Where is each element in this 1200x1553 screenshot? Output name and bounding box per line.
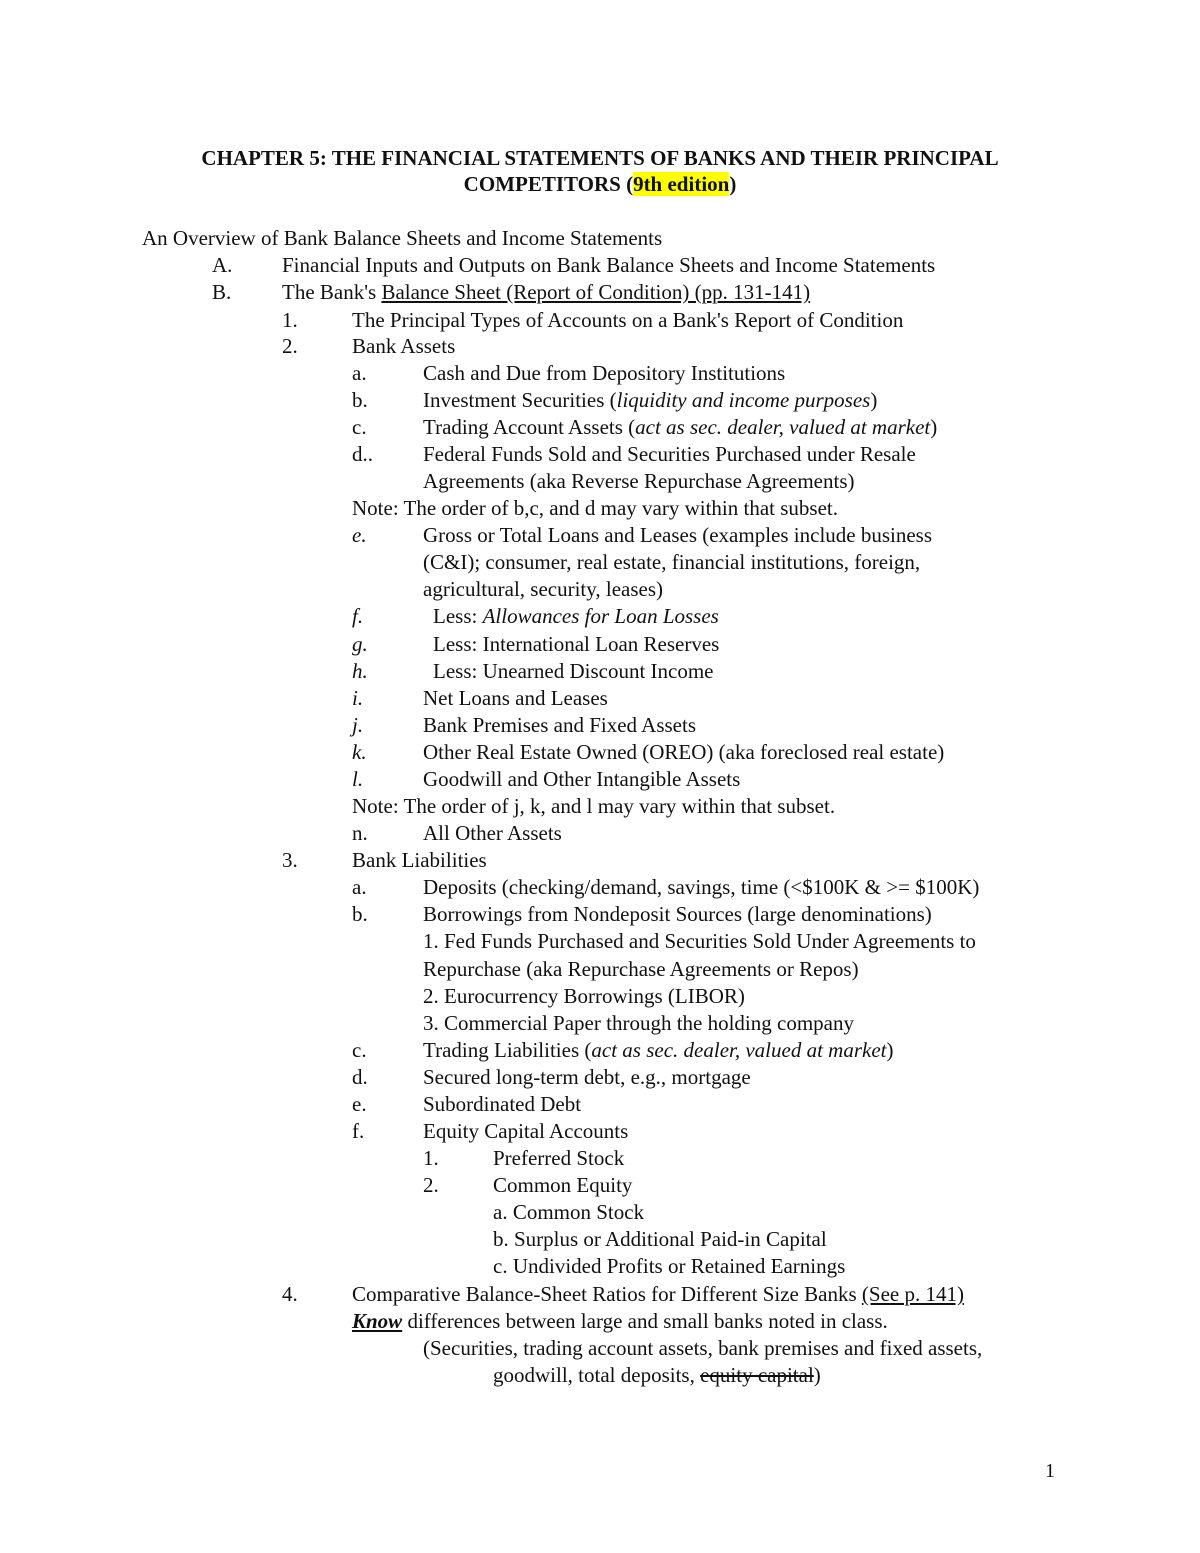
outline-marker-B: B.	[212, 280, 232, 304]
liab-subordinated-debt: Subordinated Debt	[423, 1092, 582, 1116]
page-number: 1	[1045, 1460, 1055, 1482]
asset-marker-a: a.	[352, 361, 367, 385]
marker-3: 3.	[282, 848, 298, 872]
liab-marker-e: e.	[352, 1092, 367, 1116]
differences-close: )	[813, 1363, 821, 1387]
equity-marker-2: 2.	[423, 1173, 439, 1197]
equity-preferred: Preferred Stock	[493, 1146, 625, 1170]
balance-sheet-link[interactable]: Balance Sheet (Report of Condition) (pp. 131-141)	[381, 280, 811, 304]
asset-allowances	[433, 603, 719, 629]
know-rest: differences between large and small banks noted in class.	[402, 1309, 888, 1333]
marker-1: 1.	[282, 308, 298, 332]
marker-4: 4.	[282, 1282, 298, 1306]
liab-commercial-paper: 3. Commercial Paper through the holding company	[423, 1011, 854, 1035]
marker-2: 2.	[282, 334, 298, 358]
differences-line2	[493, 1362, 821, 1388]
item-bank-assets: Bank Assets	[352, 334, 456, 358]
trading-note: act as sec. dealer, valued at market	[635, 415, 931, 439]
asset-marker-f: f.	[352, 604, 364, 628]
asset-loans-line3: agricultural, security, leases)	[423, 577, 664, 601]
edition-highlight: 9th edition	[633, 172, 730, 196]
differences-line1: (Securities, trading account assets, bank premises and fixed assets,	[423, 1336, 983, 1360]
asset-marker-g: g.	[352, 632, 368, 656]
title-close-paren: )	[729, 172, 737, 196]
overview-heading: An Overview of Bank Balance Sheets and Income Statements	[142, 226, 663, 250]
liab-deposits: Deposits (checking/demand, savings, time (<$100K & >= $100K)	[423, 875, 980, 899]
liab-trading-close: )	[886, 1038, 894, 1062]
see-page-link[interactable]: (See p. 141)	[861, 1282, 964, 1306]
asset-investment-securities	[423, 387, 877, 413]
liab-trading	[423, 1037, 893, 1063]
struck-equity-capital: equity capital	[700, 1363, 814, 1387]
liab-marker-d: d.	[352, 1065, 368, 1089]
know-line	[352, 1308, 888, 1334]
equity-retained-earnings: c. Undivided Profits or Retained Earnings	[493, 1254, 846, 1278]
liab-secured-debt: Secured long-term debt, e.g., mortgage	[423, 1065, 751, 1089]
asset-loans-line1: Gross or Total Loans and Leases (examples include business	[423, 523, 933, 547]
asset-marker-e: e.	[352, 523, 367, 547]
asset-unearned-income: Less: Unearned Discount Income	[433, 659, 714, 683]
asset-intl-reserves: Less: International Loan Reserves	[433, 632, 720, 656]
asset-marker-l: l.	[352, 767, 364, 791]
asset-marker-h: h.	[352, 659, 368, 683]
investment-purpose: liquidity and income purposes	[616, 388, 871, 412]
asset-trading-account	[423, 414, 937, 440]
liab-trading-text: Trading Liabilities (	[423, 1038, 592, 1062]
differences-text: goodwill, total deposits,	[493, 1363, 701, 1387]
liab-eurocurrency: 2. Eurocurrency Borrowings (LIBOR)	[423, 984, 745, 1008]
asset-marker-b: b.	[352, 388, 368, 412]
balance-sheet-prefix: The Bank's	[282, 280, 382, 304]
trading-close: )	[930, 415, 938, 439]
asset-oreo: Other Real Estate Owned (OREO) (aka foreclosed real estate)	[423, 740, 945, 764]
know-emphasis: Know	[352, 1309, 403, 1333]
comparative-text: Comparative Balance-Sheet Ratios for Different Size Banks	[352, 1282, 862, 1306]
assets-note-1: Note: The order of b,c, and d may vary within that subset.	[352, 496, 838, 520]
liab-borrowings: Borrowings from Nondeposit Sources (large denominations)	[423, 902, 932, 926]
asset-goodwill: Goodwill and Other Intangible Assets	[423, 767, 741, 791]
trading-text: Trading Account Assets (	[423, 415, 636, 439]
liab-marker-a: a.	[352, 875, 367, 899]
item-comparative-ratios	[352, 1281, 964, 1307]
asset-all-other: All Other Assets	[423, 821, 562, 845]
liab-marker-c: c.	[352, 1038, 367, 1062]
assets-note-2: Note: The order of j, k, and l may vary within that subset.	[352, 794, 836, 818]
asset-marker-k: k.	[352, 740, 367, 764]
chapter-title-line-2	[0, 171, 1200, 197]
equity-common: Common Equity	[493, 1173, 633, 1197]
asset-loans-line2: (C&I); consumer, real estate, financial institutions, foreign,	[423, 550, 921, 574]
asset-net-loans: Net Loans and Leases	[423, 686, 608, 710]
liab-marker-f: f.	[352, 1119, 365, 1143]
liab-fed-funds-line2: Repurchase (aka Repurchase Agreements or Repos)	[423, 957, 859, 981]
asset-marker-i: i.	[352, 686, 364, 710]
liab-marker-b: b.	[352, 902, 368, 926]
title-competitors: COMPETITORS (	[463, 172, 634, 196]
less-label: Less:	[433, 604, 483, 628]
investment-text: Investment Securities (	[423, 388, 617, 412]
asset-marker-d: d..	[352, 442, 373, 466]
asset-fed-funds-line1: Federal Funds Sold and Securities Purchased under Resale	[423, 442, 916, 466]
liab-fed-funds-line1: 1. Fed Funds Purchased and Securities Sold Under Agreements to	[423, 929, 976, 953]
investment-close: )	[870, 388, 878, 412]
outline-item-A: Financial Inputs and Outputs on Bank Balance Sheets and Income Statements	[282, 253, 936, 277]
item-principal-accounts: The Principal Types of Accounts on a Bank's Report of Condition	[352, 308, 904, 332]
asset-marker-n: n.	[352, 821, 368, 845]
equity-marker-1: 1.	[423, 1146, 439, 1170]
chapter-title-line-1: CHAPTER 5: THE FINANCIAL STATEMENTS OF BANKS AND THEIR PRINCIPAL	[201, 146, 999, 170]
outline-marker-A: A.	[212, 253, 233, 277]
asset-fed-funds-line2: Agreements (aka Reverse Repurchase Agreements)	[423, 469, 855, 493]
asset-premises: Bank Premises and Fixed Assets	[423, 713, 696, 737]
item-bank-liabilities: Bank Liabilities	[352, 848, 487, 872]
equity-surplus: b. Surplus or Additional Paid-in Capital	[493, 1227, 827, 1251]
equity-common-stock: a. Common Stock	[493, 1200, 645, 1224]
liab-trading-note: act as sec. dealer, valued at market	[591, 1038, 887, 1062]
allowances-text: Allowances for Loan Losses	[482, 604, 719, 628]
liab-equity-capital: Equity Capital Accounts	[423, 1119, 629, 1143]
asset-marker-j: j.	[352, 713, 364, 737]
asset-marker-c: c.	[352, 415, 367, 439]
outline-item-B	[282, 279, 810, 305]
asset-cash: Cash and Due from Depository Institutions	[423, 361, 786, 385]
